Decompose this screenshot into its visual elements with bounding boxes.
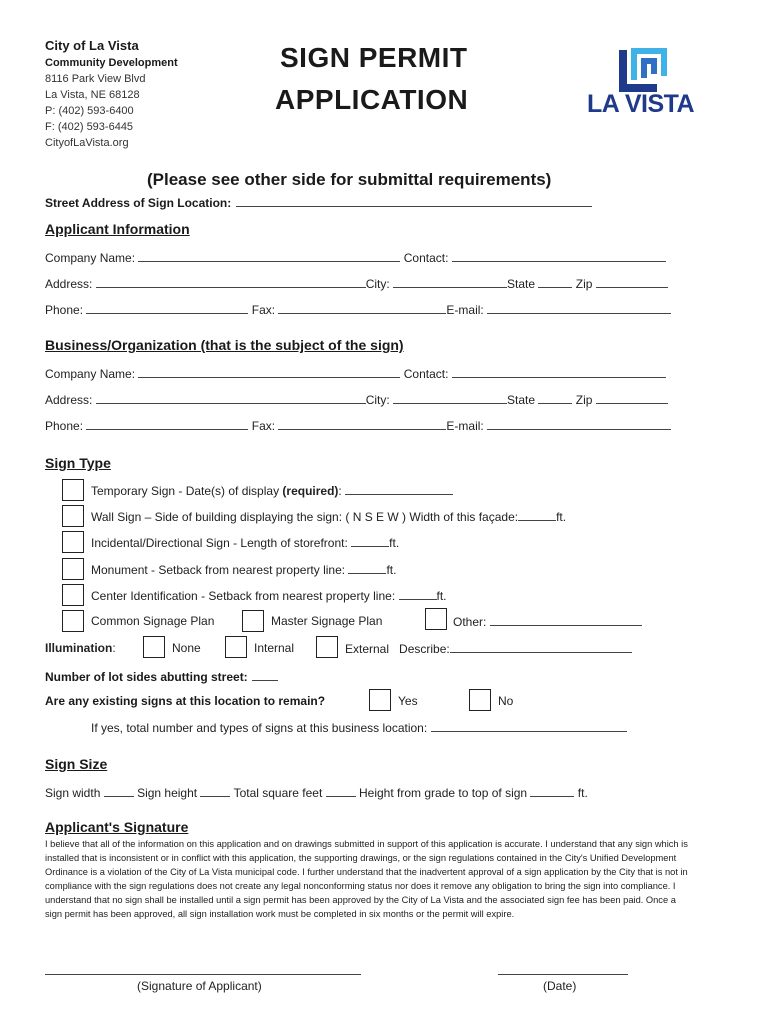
business-phone-field[interactable] [86, 418, 248, 430]
applicant-city-label: City: [365, 277, 390, 291]
other-sign-row [453, 614, 642, 629]
org-name: City of La Vista [45, 38, 139, 53]
applicant-phone-label: Phone: [45, 303, 84, 317]
monument-sign-label: Monument - Setback from nearest property line: [91, 563, 346, 577]
org-department: Community Development [45, 57, 178, 69]
applicant-row-address [45, 276, 668, 291]
monument-unit: ft. [386, 563, 397, 577]
street-address-field[interactable] [236, 195, 592, 207]
incidental-sign-checkbox[interactable] [62, 531, 84, 553]
street-address-label: Street Address of Sign Location [45, 196, 228, 210]
applicant-contact-field[interactable] [452, 250, 666, 262]
illumination-external-row [345, 641, 632, 656]
applicant-state-label: State [507, 277, 536, 291]
business-email-field[interactable] [487, 418, 671, 430]
illumination-none-checkbox[interactable] [143, 636, 165, 658]
business-email-label: E-mail: [446, 419, 484, 433]
business-contact-label: Contact: [403, 367, 449, 381]
applicant-fax-field[interactable] [278, 302, 446, 314]
street-address-row: Street Address of Sign Location: [45, 194, 592, 212]
business-row-phone [45, 418, 671, 433]
applicant-company-field[interactable] [138, 250, 400, 262]
applicant-contact-label: Contact: [403, 251, 449, 265]
incidental-sign-row [91, 535, 399, 550]
applicant-fax-label: Fax: [251, 303, 276, 317]
applicant-city-field[interactable] [393, 276, 507, 288]
other-sign-field[interactable] [490, 614, 642, 626]
existing-signs-question: Are any existing signs at this location to remain? [45, 694, 326, 708]
wall-sign-checkbox[interactable] [62, 505, 84, 527]
business-contact-field[interactable] [452, 366, 666, 378]
org-address-line1: 8116 Park View Blvd [45, 73, 146, 85]
lot-sides-field[interactable] [252, 669, 278, 681]
business-phone-label: Phone: [45, 419, 84, 433]
existing-followup-field[interactable] [431, 720, 627, 732]
illumination-internal-checkbox[interactable] [225, 636, 247, 658]
temporary-sign-checkbox[interactable] [62, 479, 84, 501]
temporary-colon: : [338, 484, 342, 498]
sign-sqft-label: Total square feet [233, 786, 323, 800]
incidental-unit: ft. [389, 536, 400, 550]
master-signage-plan-checkbox[interactable] [242, 610, 264, 632]
storefront-length-field[interactable] [351, 535, 389, 547]
submittal-note: (Please see other side for submittal requirements) [147, 170, 552, 189]
existing-no-label: No [498, 694, 514, 708]
existing-yes-checkbox[interactable] [369, 689, 391, 711]
org-fax: F: (402) 593-6445 [45, 121, 134, 133]
applicant-zip-field[interactable] [596, 276, 668, 288]
temporary-required-label: (required) [282, 484, 339, 498]
form-title-line1: SIGN PERMIT [280, 42, 468, 73]
wall-sign-row [91, 509, 566, 524]
logo-text: LA VISTA [587, 90, 695, 118]
wall-unit: ft. [556, 510, 567, 524]
sign-height-label: Sign height [137, 786, 198, 800]
signature-heading: Applicant's Signature [45, 819, 189, 835]
center-id-label: Center Identification - Setback from nearest property line: [91, 589, 396, 603]
business-city-field[interactable] [393, 392, 507, 404]
business-heading: Business/Organization (that is the subject of the sign) [45, 337, 404, 353]
business-row-address [45, 392, 668, 407]
business-city-label: City: [365, 393, 390, 407]
lot-sides-row [45, 668, 278, 686]
business-company-label: Company Name: [45, 367, 136, 381]
other-sign-label: Other: [453, 615, 487, 629]
applicant-address-label: Address: [45, 277, 93, 291]
sign-grade-unit: ft. [577, 786, 588, 800]
applicant-heading: Applicant Information [45, 221, 190, 237]
applicant-phone-field[interactable] [86, 302, 248, 314]
monument-sign-row [91, 562, 396, 577]
applicant-company-label: Company Name: [45, 251, 136, 265]
lot-sides-label: Number of lot sides abutting street: [45, 670, 248, 684]
existing-yes-label: Yes [398, 694, 418, 708]
common-signage-plan-checkbox[interactable] [62, 610, 84, 632]
sign-height-field[interactable] [200, 785, 230, 797]
common-signage-plan-label: Common Signage Plan [91, 614, 215, 628]
sign-grade-field[interactable] [530, 785, 574, 797]
existing-no-checkbox[interactable] [469, 689, 491, 711]
org-address-line2: La Vista, NE 68128 [45, 89, 140, 101]
org-website: CityofLaVista.org [45, 137, 129, 149]
temporary-sign-label: Temporary Sign - Date(s) of display [91, 484, 283, 498]
applicant-state-field[interactable] [538, 276, 572, 288]
business-fax-label: Fax: [251, 419, 276, 433]
business-zip-label: Zip [575, 393, 593, 407]
business-state-field[interactable] [538, 392, 572, 404]
applicant-zip-label: Zip [575, 277, 593, 291]
illumination-describe-field[interactable] [450, 641, 632, 653]
center-id-checkbox[interactable] [62, 584, 84, 606]
applicant-email-label: E-mail: [446, 303, 484, 317]
applicant-row-phone [45, 302, 671, 317]
illumination-internal-label: Internal [254, 641, 295, 655]
signature-statement: I believe that all of the information on this application and on drawings submitted in support of this application is accurate. I understand that any sign which is installed that is inconsistent or in conflict with this application, the supporting drawings, or the sign regulations contained in the City's Unified Development Ordinance is a violation of the City of La Vista municipal code. I further understand that the inadvertent approval of a sign application by the City that is not in compliance with the sign regulations does not create any legal nonconforming status nor does it remove any obligation to bring the sign into compliance. I understand that no sign shall be installed until a sign permit has been approved by the City of La Vista and the associated sign fee has been paid. Once a sign permit has been approved, all sign installation work must be completed in six months or the permit will expire. [45, 839, 688, 919]
date-line[interactable] [498, 974, 628, 975]
business-fax-field[interactable] [278, 418, 446, 430]
center-unit: ft. [436, 589, 447, 603]
illumination-describe-label: Describe: [399, 642, 450, 656]
signature-line[interactable] [45, 974, 361, 975]
sign-grade-label: Height from grade to top of sign [359, 786, 528, 800]
temporary-dates-field[interactable] [345, 483, 453, 495]
temporary-sign-row [91, 483, 453, 498]
la-vista-logo-icon [617, 46, 669, 94]
sign-sqft-field[interactable] [326, 785, 356, 797]
sign-width-label: Sign width [45, 786, 101, 800]
illumination-external-checkbox[interactable] [316, 636, 338, 658]
sign-type-heading: Sign Type [45, 455, 111, 471]
business-address-label: Address: [45, 393, 93, 407]
center-id-row [91, 588, 447, 603]
illumination-external-label: External [345, 642, 390, 656]
org-phone: P: (402) 593-6400 [45, 105, 134, 117]
illumination-label: Illumination [45, 641, 113, 655]
sign-size-heading: Sign Size [45, 756, 108, 772]
existing-followup-label: If yes, total number and types of signs at this business location: [91, 721, 428, 735]
master-signage-plan-label: Master Signage Plan [271, 614, 383, 628]
monument-setback-field[interactable] [348, 562, 386, 574]
sign-width-field[interactable] [104, 785, 134, 797]
wall-sign-label: Wall Sign – Side of building displaying the sign: ( N S E W ) Width of this façade: [91, 510, 519, 524]
applicant-email-field[interactable] [487, 302, 671, 314]
form-title-line2: APPLICATION [275, 84, 469, 115]
monument-sign-checkbox[interactable] [62, 558, 84, 580]
signature-caption: (Signature of Applicant) [137, 979, 262, 993]
applicant-row-company [45, 250, 666, 265]
business-address-field[interactable] [96, 392, 366, 404]
business-row-company [45, 366, 666, 381]
incidental-sign-label: Incidental/Directional Sign - Length of storefront: [91, 536, 348, 550]
center-setback-field[interactable] [399, 588, 437, 600]
other-sign-checkbox[interactable] [425, 608, 447, 630]
wall-width-field[interactable] [518, 509, 556, 521]
date-caption: (Date) [543, 979, 577, 993]
business-company-field[interactable] [138, 366, 400, 378]
applicant-address-field[interactable] [96, 276, 366, 288]
illumination-row-label: Illumination: [45, 641, 116, 655]
business-state-label: State [507, 393, 536, 407]
sign-size-row [45, 785, 588, 800]
illumination-none-label: None [172, 641, 201, 655]
business-zip-field[interactable] [596, 392, 668, 404]
existing-followup-row [91, 720, 627, 735]
